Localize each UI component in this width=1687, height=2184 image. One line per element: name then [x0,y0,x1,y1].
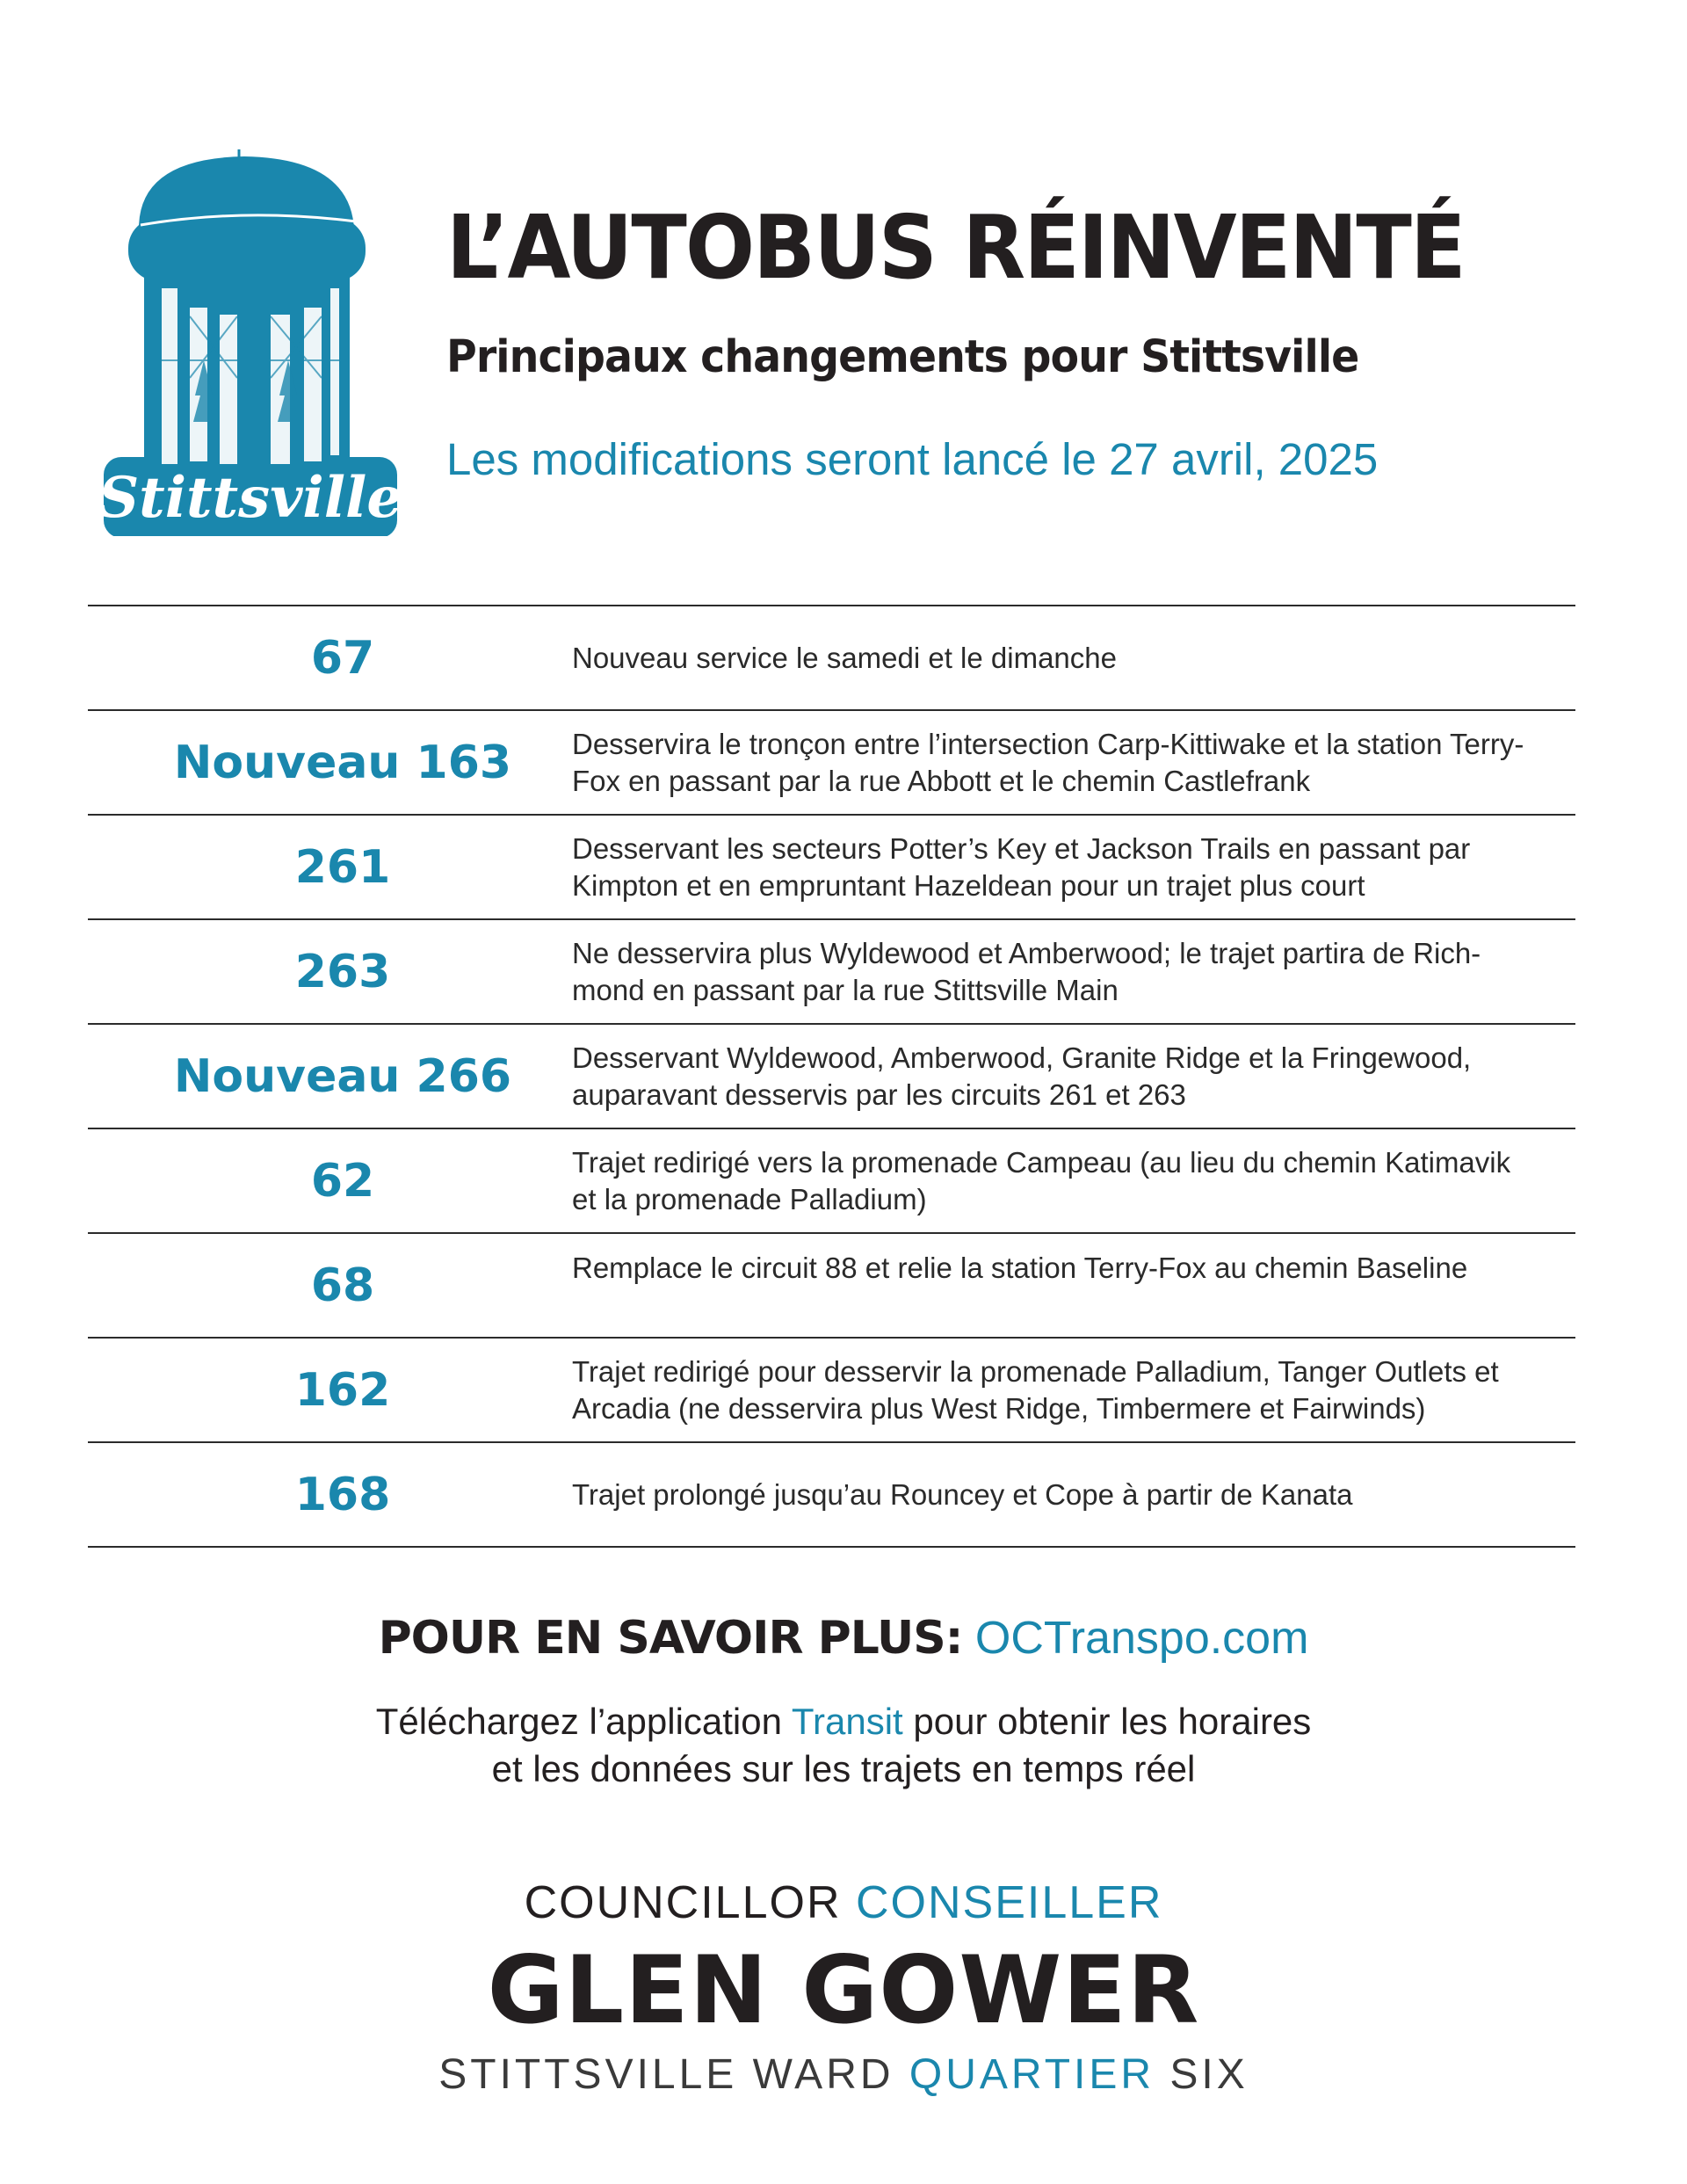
ward-fr: QUARTIER [909,2051,1155,2098]
app-promo [0,1698,1687,1793]
app-promo-line2: et les données sur les trajets en temps réel [491,1748,1196,1789]
route-description [572,920,1600,1023]
route-description-line: Remplace le circuit 88 et relie la station Terry-Fox au chemin Baseline [572,1252,1468,1284]
logo-badge-text: Stittsville [104,465,402,531]
route-description-line: Desservira le tronçon entre l’intersection Carp-Kittiwake et la station Terry- [572,727,1524,760]
route-description-line: Trajet prolongé jusqu’au Rouncey et Cope à partir de Kanata [572,1477,1353,1511]
app-promo-text-after: pour obtenir les horaires [902,1701,1312,1742]
route-description-line: mond en passant par la rue Stittsville Main [572,973,1119,1006]
councillor-en: COUNCILLOR [524,1877,842,1928]
route-number: Nouveau 163 [173,736,512,789]
route-row [88,920,1575,1025]
route-row [88,711,1575,816]
page-subtitle: Principaux changements pour Stittsville [446,331,1359,383]
route-description [572,1129,1600,1232]
route-description [572,1443,1600,1546]
ward-number: SIX [1169,2051,1249,2098]
route-description-line: Desservant les secteurs Potter’s Key et Jackson Trails en passant par [572,831,1471,865]
route-description [572,711,1600,814]
route-row [88,1025,1575,1129]
route-description-line: Nouveau service le samedi et le dimanche [572,641,1117,674]
route-description [572,1025,1600,1128]
route-description-line: et la promenade Palladium) [572,1182,927,1215]
route-number: 162 [294,1363,391,1417]
app-promo-text: Téléchargez l’application [375,1701,792,1742]
route-description-line: auparavant desservis par les circuits 261 et 263 [572,1077,1186,1111]
route-description-line: Arcadia (ne desservira plus West Ridge, Timbermere et Fairwinds) [572,1391,1426,1425]
more-info [0,1612,1687,1665]
route-number: 263 [294,945,391,998]
route-description [572,1339,1600,1441]
route-description [572,1234,1600,1287]
route-row [88,1234,1575,1339]
transit-app-link[interactable]: Transit [791,1701,903,1742]
ward-en: STITTSVILLE WARD [438,2051,894,2098]
route-changes-table [88,605,1575,1548]
route-description-line: Desservant Wyldewood, Amberwood, Granite Ridge et la Fringewood, [572,1041,1472,1074]
route-number: 67 [310,631,375,685]
route-number: 68 [310,1259,375,1312]
more-info-label: POUR EN SAVOIR PLUS: [378,1612,963,1665]
route-row [88,1443,1575,1548]
page-title: L’AUTOBUS RÉINVENTÉ [446,196,1465,299]
route-row [88,606,1575,711]
launch-date: Les modifications seront lancé le 27 avril, 2025 [446,434,1379,484]
councillor-name: GLEN GOWER [487,1936,1200,2044]
water-tower-icon [104,141,402,536]
app-promo-line1 [0,1698,1687,1745]
route-description-line: Trajet redirigé pour desservir la promenade Palladium, Tanger Outlets et [572,1354,1499,1388]
ward-line [0,2050,1687,2099]
octranspo-link[interactable]: OCTranspo.com [974,1613,1309,1664]
councillor-fr: CONSEILLER [855,1877,1163,1928]
route-description [572,606,1600,709]
stittsville-logo [104,141,402,536]
route-number: 261 [294,840,391,894]
route-number: 168 [294,1468,391,1521]
route-row [88,1129,1575,1234]
route-description-line: Kimpton et en empruntant Hazeldean pour un trajet plus court [572,868,1365,902]
route-description-line: Ne desservira plus Wyldewood et Amberwood; le trajet partira de Rich- [572,936,1481,969]
route-description-line: Trajet redirigé vers la promenade Campeau (au lieu du chemin Katimavik [572,1145,1511,1179]
route-number: 62 [310,1154,375,1208]
route-row [88,816,1575,920]
route-description [572,816,1600,918]
councillor-title [0,1876,1687,1929]
route-number: Nouveau 266 [173,1049,512,1103]
route-row [88,1339,1575,1443]
route-description-line: Fox en passant par la rue Abbott et le chemin Castlefrank [572,764,1311,797]
